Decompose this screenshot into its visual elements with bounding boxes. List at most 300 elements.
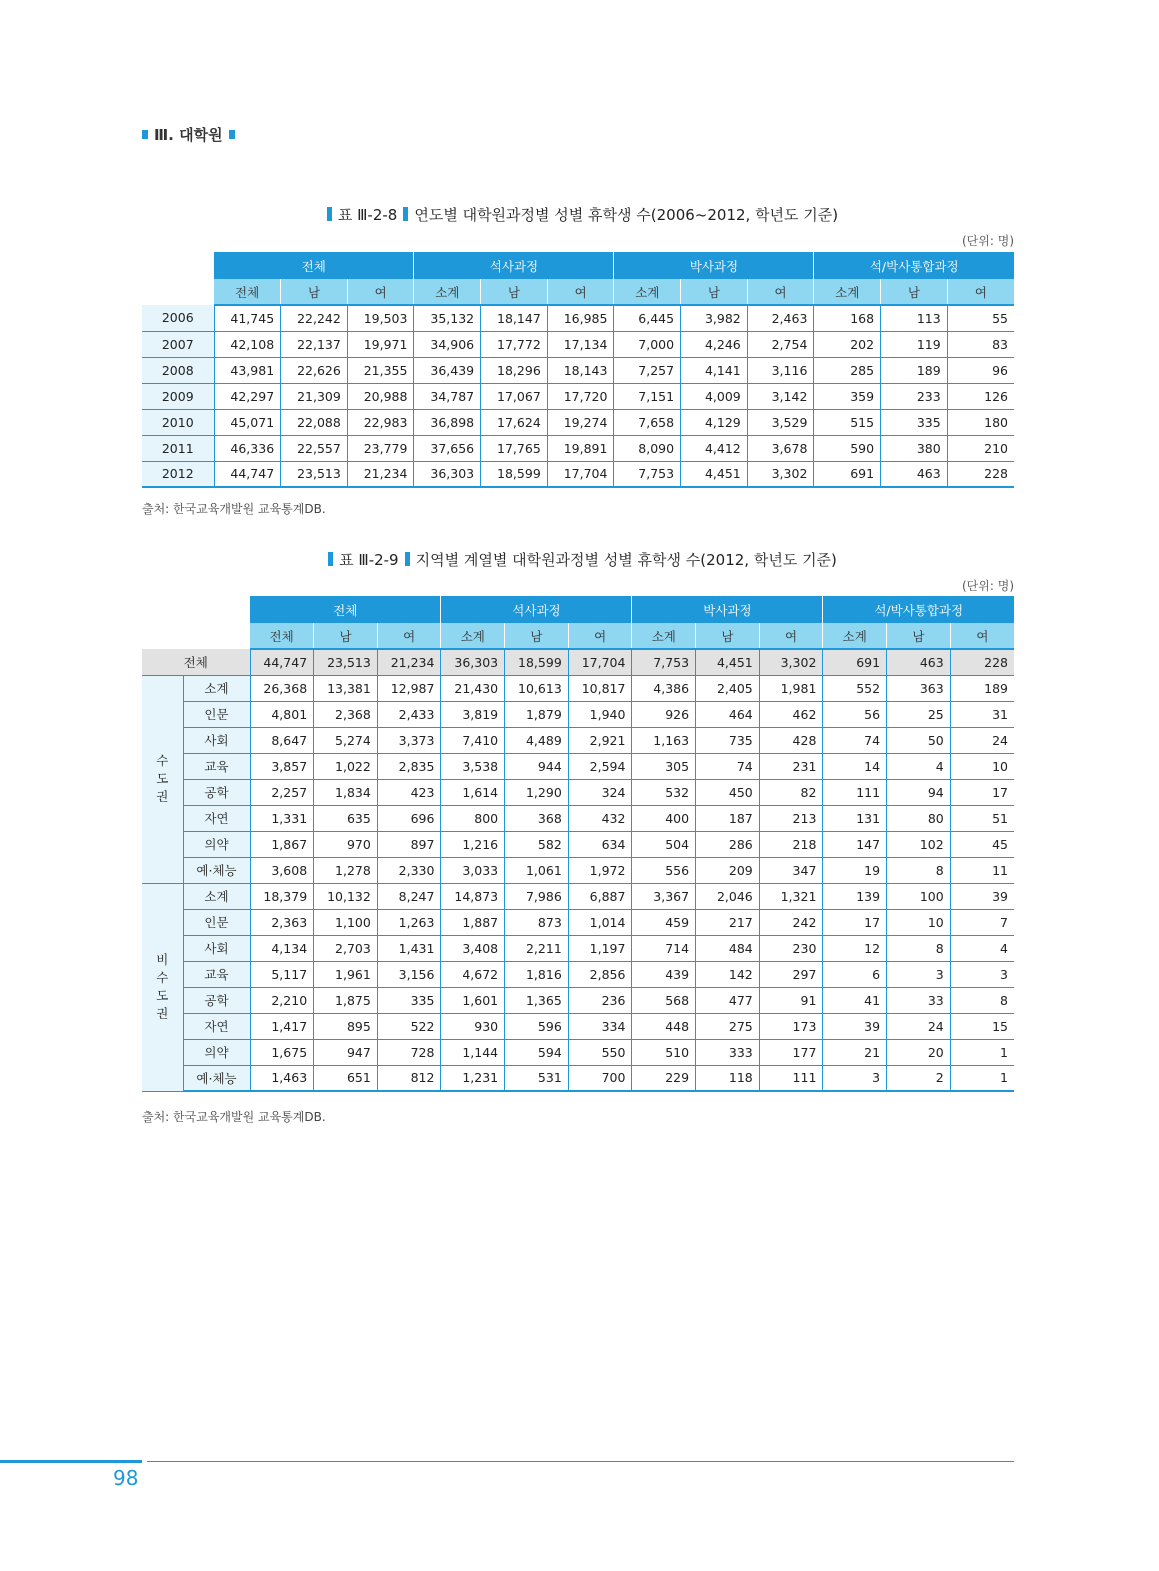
row-label-field: 인문 xyxy=(183,909,250,935)
column-header: 소계 xyxy=(414,279,481,305)
data-cell: 2,754 xyxy=(747,331,814,357)
data-cell: 24 xyxy=(887,1013,951,1039)
table-row xyxy=(142,779,1014,805)
data-cell: 2,405 xyxy=(696,675,760,701)
data-cell: 515 xyxy=(814,409,881,435)
data-cell: 1,144 xyxy=(441,1039,505,1065)
data-cell: 5,117 xyxy=(250,961,314,987)
data-cell: 1,463 xyxy=(250,1065,314,1091)
data-cell: 44,747 xyxy=(250,649,314,675)
column-header: 남 xyxy=(887,623,951,649)
data-cell: 1,961 xyxy=(314,961,378,987)
group-header: 석사과정 xyxy=(414,252,614,279)
data-cell: 202 xyxy=(814,331,881,357)
row-label-field: 소계 xyxy=(183,883,250,909)
data-cell: 142 xyxy=(696,961,760,987)
data-cell: 10,613 xyxy=(505,675,569,701)
data-cell: 50 xyxy=(887,727,951,753)
data-cell: 34,906 xyxy=(414,331,481,357)
data-cell: 46,336 xyxy=(214,435,281,461)
row-label-year: 2011 xyxy=(142,435,214,461)
data-cell: 464 xyxy=(696,701,760,727)
bullet-square-icon xyxy=(142,130,148,139)
data-cell: 2,210 xyxy=(250,987,314,1013)
data-cell: 217 xyxy=(696,909,760,935)
column-header: 남 xyxy=(696,623,760,649)
row-label-year: 2008 xyxy=(142,357,214,383)
row-label-field: 사회 xyxy=(183,727,250,753)
data-cell: 590 xyxy=(814,435,881,461)
data-cell: 39 xyxy=(950,883,1014,909)
data-cell: 368 xyxy=(505,805,569,831)
data-cell: 970 xyxy=(314,831,378,857)
data-cell: 74 xyxy=(823,727,887,753)
data-cell: 41 xyxy=(823,987,887,1013)
data-cell: 510 xyxy=(632,1039,696,1065)
header-row xyxy=(142,252,1014,279)
data-cell: 12 xyxy=(823,935,887,961)
row-label-field: 사회 xyxy=(183,935,250,961)
column-header: 남 xyxy=(881,279,948,305)
data-cell: 34,787 xyxy=(414,383,481,409)
data-cell: 21,355 xyxy=(347,357,414,383)
data-cell: 19,503 xyxy=(347,305,414,331)
data-cell: 4,386 xyxy=(632,675,696,701)
caption-bar-icon xyxy=(403,207,408,221)
data-cell: 7,753 xyxy=(632,649,696,675)
corner-cell xyxy=(142,252,214,305)
data-cell: 31 xyxy=(950,701,1014,727)
row-label-year: 2006 xyxy=(142,305,214,331)
data-cell: 4,129 xyxy=(681,409,748,435)
table-row xyxy=(142,1065,1014,1091)
column-header: 소계 xyxy=(823,623,887,649)
data-cell: 187 xyxy=(696,805,760,831)
column-header: 남 xyxy=(281,279,348,305)
data-cell: 3,538 xyxy=(441,753,505,779)
row-label-year: 2007 xyxy=(142,331,214,357)
data-cell: 635 xyxy=(314,805,378,831)
column-header: 여 xyxy=(947,279,1014,305)
data-cell: 22,983 xyxy=(347,409,414,435)
data-cell: 1,321 xyxy=(759,883,823,909)
table-row xyxy=(142,727,1014,753)
data-cell: 4,412 xyxy=(681,435,748,461)
data-cell: 10,132 xyxy=(314,883,378,909)
data-cell: 83 xyxy=(947,331,1014,357)
data-cell: 1,867 xyxy=(250,831,314,857)
data-cell: 1,875 xyxy=(314,987,378,1013)
table-row xyxy=(142,461,1014,487)
data-cell: 305 xyxy=(632,753,696,779)
data-cell: 8,247 xyxy=(377,883,441,909)
data-cell: 2,368 xyxy=(314,701,378,727)
data-cell: 39 xyxy=(823,1013,887,1039)
data-cell: 3,302 xyxy=(747,461,814,487)
group-header: 석/박사통합과정 xyxy=(814,252,1014,279)
data-cell: 17,772 xyxy=(481,331,548,357)
data-cell: 1,290 xyxy=(505,779,569,805)
row-label-field: 의약 xyxy=(183,1039,250,1065)
data-cell: 1,940 xyxy=(568,701,632,727)
data-cell: 7,000 xyxy=(614,331,681,357)
data-cell: 556 xyxy=(632,857,696,883)
table-row xyxy=(142,701,1014,727)
data-cell: 285 xyxy=(814,357,881,383)
data-cell: 1,601 xyxy=(441,987,505,1013)
data-cell: 1,061 xyxy=(505,857,569,883)
data-cell: 651 xyxy=(314,1065,378,1091)
data-cell: 100 xyxy=(887,883,951,909)
column-header: 여 xyxy=(747,279,814,305)
data-cell: 131 xyxy=(823,805,887,831)
data-cell: 20,988 xyxy=(347,383,414,409)
data-cell: 2,330 xyxy=(377,857,441,883)
table1-title: 연도별 대학원과정별 성별 휴학생 수(2006~2012, 학년도 기준) xyxy=(414,206,839,224)
data-cell: 3,529 xyxy=(747,409,814,435)
data-cell: 7,257 xyxy=(614,357,681,383)
table-row xyxy=(142,753,1014,779)
data-cell: 8,090 xyxy=(614,435,681,461)
data-cell: 23,779 xyxy=(347,435,414,461)
data-cell: 91 xyxy=(759,987,823,1013)
data-cell: 24 xyxy=(950,727,1014,753)
data-cell: 35,132 xyxy=(414,305,481,331)
data-cell: 484 xyxy=(696,935,760,961)
data-cell: 3,373 xyxy=(377,727,441,753)
row-label-field: 소계 xyxy=(183,675,250,701)
data-cell: 2,835 xyxy=(377,753,441,779)
data-cell: 36,898 xyxy=(414,409,481,435)
data-cell: 363 xyxy=(887,675,951,701)
caption-bar-icon xyxy=(328,552,333,566)
data-cell: 22,137 xyxy=(281,331,348,357)
data-cell: 3,142 xyxy=(747,383,814,409)
data-cell: 22,242 xyxy=(281,305,348,331)
data-cell: 1,231 xyxy=(441,1065,505,1091)
table1-unit: (단위: 명) xyxy=(962,234,1014,248)
data-cell: 7,658 xyxy=(614,409,681,435)
footer-rule xyxy=(0,1460,142,1463)
data-cell: 4,801 xyxy=(250,701,314,727)
data-cell: 17,624 xyxy=(481,409,548,435)
data-cell: 229 xyxy=(632,1065,696,1091)
table-row xyxy=(142,987,1014,1013)
data-cell: 18,599 xyxy=(481,461,548,487)
data-cell: 111 xyxy=(759,1065,823,1091)
data-cell: 812 xyxy=(377,1065,441,1091)
data-cell: 13,381 xyxy=(314,675,378,701)
row-label-field: 공학 xyxy=(183,987,250,1013)
table-row xyxy=(142,383,1014,409)
data-cell: 21,234 xyxy=(377,649,441,675)
row-label-field: 자연 xyxy=(183,1013,250,1039)
data-cell: 3,408 xyxy=(441,935,505,961)
row-label-field: 인문 xyxy=(183,701,250,727)
group-header: 전체 xyxy=(250,596,441,623)
table-row xyxy=(142,1013,1014,1039)
data-cell: 23,513 xyxy=(281,461,348,487)
data-cell: 82 xyxy=(759,779,823,805)
data-cell: 17,067 xyxy=(481,383,548,409)
data-cell: 3,678 xyxy=(747,435,814,461)
row-label-field: 의약 xyxy=(183,831,250,857)
data-cell: 4,141 xyxy=(681,357,748,383)
row-label-year: 2010 xyxy=(142,409,214,435)
column-header: 여 xyxy=(568,623,632,649)
data-cell: 15 xyxy=(950,1013,1014,1039)
data-cell: 80 xyxy=(887,805,951,831)
page-number: 98 xyxy=(113,1466,139,1490)
data-cell: 2,363 xyxy=(250,909,314,935)
row-label-field: 교육 xyxy=(183,753,250,779)
data-cell: 10 xyxy=(887,909,951,935)
data-cell: 7,986 xyxy=(505,883,569,909)
subheader-row xyxy=(142,279,1014,305)
data-cell: 568 xyxy=(632,987,696,1013)
data-cell: 324 xyxy=(568,779,632,805)
data-cell: 462 xyxy=(759,701,823,727)
data-cell: 897 xyxy=(377,831,441,857)
data-cell: 1,100 xyxy=(314,909,378,935)
data-cell: 236 xyxy=(568,987,632,1013)
data-cell: 691 xyxy=(814,461,881,487)
data-cell: 118 xyxy=(696,1065,760,1091)
data-cell: 18,296 xyxy=(481,357,548,383)
data-cell: 800 xyxy=(441,805,505,831)
table2-caption xyxy=(0,549,1159,570)
region-label: 수 도 권 xyxy=(142,675,183,883)
data-cell: 45,071 xyxy=(214,409,281,435)
data-cell: 3,857 xyxy=(250,753,314,779)
data-cell: 550 xyxy=(568,1039,632,1065)
column-header: 남 xyxy=(481,279,548,305)
data-cell: 21,430 xyxy=(441,675,505,701)
data-cell: 1,675 xyxy=(250,1039,314,1065)
corner-cell xyxy=(142,596,250,649)
table-row xyxy=(142,1039,1014,1065)
data-cell: 1,278 xyxy=(314,857,378,883)
data-cell: 2,211 xyxy=(505,935,569,961)
data-cell: 17,720 xyxy=(547,383,614,409)
data-cell: 51 xyxy=(950,805,1014,831)
section-title: Ⅲ. 대학원 xyxy=(154,126,223,144)
data-cell: 18,379 xyxy=(250,883,314,909)
data-cell: 55 xyxy=(947,305,1014,331)
data-cell: 22,088 xyxy=(281,409,348,435)
data-cell: 3 xyxy=(950,961,1014,987)
data-cell: 1,197 xyxy=(568,935,632,961)
caption-bar-icon xyxy=(327,207,332,221)
data-cell: 19,891 xyxy=(547,435,614,461)
data-cell: 423 xyxy=(377,779,441,805)
data-cell: 231 xyxy=(759,753,823,779)
data-cell: 1,431 xyxy=(377,935,441,961)
data-cell: 23,513 xyxy=(314,649,378,675)
column-header: 여 xyxy=(377,623,441,649)
table-row xyxy=(142,961,1014,987)
column-header: 소계 xyxy=(614,279,681,305)
table2-title: 지역별 계열별 대학원과정별 성별 휴학생 수(2012, 학년도 기준) xyxy=(415,551,837,569)
data-cell: 177 xyxy=(759,1039,823,1065)
data-cell: 6,887 xyxy=(568,883,632,909)
total-row xyxy=(142,649,1014,675)
data-cell: 26,368 xyxy=(250,675,314,701)
data-cell: 168 xyxy=(814,305,881,331)
column-header: 전체 xyxy=(214,279,281,305)
data-cell: 2,856 xyxy=(568,961,632,987)
table-row xyxy=(142,909,1014,935)
data-cell: 96 xyxy=(947,357,1014,383)
data-cell: 22,626 xyxy=(281,357,348,383)
table2-unit: (단위: 명) xyxy=(962,579,1014,593)
column-header: 소계 xyxy=(632,623,696,649)
data-cell: 6,445 xyxy=(614,305,681,331)
data-cell: 7,151 xyxy=(614,383,681,409)
data-cell: 42,108 xyxy=(214,331,281,357)
column-header: 여 xyxy=(759,623,823,649)
data-cell: 6 xyxy=(823,961,887,987)
data-cell: 700 xyxy=(568,1065,632,1091)
data-cell: 173 xyxy=(759,1013,823,1039)
section-header xyxy=(142,124,235,145)
data-cell: 8,647 xyxy=(250,727,314,753)
table-row xyxy=(142,357,1014,383)
data-cell: 25 xyxy=(887,701,951,727)
data-cell: 873 xyxy=(505,909,569,935)
row-label-field: 공학 xyxy=(183,779,250,805)
column-header: 소계 xyxy=(441,623,505,649)
group-header: 박사과정 xyxy=(614,252,814,279)
data-cell: 714 xyxy=(632,935,696,961)
data-cell: 1,972 xyxy=(568,857,632,883)
data-cell: 4,451 xyxy=(681,461,748,487)
data-cell: 359 xyxy=(814,383,881,409)
data-cell: 335 xyxy=(881,409,948,435)
data-cell: 17 xyxy=(823,909,887,935)
data-cell: 477 xyxy=(696,987,760,1013)
data-cell: 432 xyxy=(568,805,632,831)
data-cell: 210 xyxy=(947,435,1014,461)
row-label-total: 전체 xyxy=(142,649,250,675)
row-label-year: 2009 xyxy=(142,383,214,409)
data-cell: 17,765 xyxy=(481,435,548,461)
table-row xyxy=(142,831,1014,857)
data-cell: 36,303 xyxy=(414,461,481,487)
data-cell: 41,745 xyxy=(214,305,281,331)
data-cell: 18,599 xyxy=(505,649,569,675)
row-label-field: 예·체능 xyxy=(183,857,250,883)
data-cell: 4,134 xyxy=(250,935,314,961)
data-cell: 1,014 xyxy=(568,909,632,935)
data-cell: 147 xyxy=(823,831,887,857)
data-cell: 8 xyxy=(887,857,951,883)
data-cell: 448 xyxy=(632,1013,696,1039)
data-cell: 1,614 xyxy=(441,779,505,805)
data-cell: 189 xyxy=(881,357,948,383)
data-cell: 1,365 xyxy=(505,987,569,1013)
data-cell: 1,263 xyxy=(377,909,441,935)
caption-bar-icon xyxy=(405,552,410,566)
data-cell: 286 xyxy=(696,831,760,857)
data-cell: 335 xyxy=(377,987,441,1013)
row-label-field: 자연 xyxy=(183,805,250,831)
table1-label: 표 Ⅲ-2-8 xyxy=(337,206,398,224)
subheader-row xyxy=(142,623,1014,649)
footer-rule xyxy=(147,1461,1014,1462)
table1 xyxy=(142,252,1014,488)
data-cell: 1,834 xyxy=(314,779,378,805)
data-cell: 1,331 xyxy=(250,805,314,831)
data-cell: 531 xyxy=(505,1065,569,1091)
group-header: 박사과정 xyxy=(632,596,823,623)
data-cell: 3,819 xyxy=(441,701,505,727)
data-cell: 21,234 xyxy=(347,461,414,487)
table-row xyxy=(142,857,1014,883)
data-cell: 126 xyxy=(947,383,1014,409)
data-cell: 930 xyxy=(441,1013,505,1039)
data-cell: 18,147 xyxy=(481,305,548,331)
data-cell: 1,216 xyxy=(441,831,505,857)
data-cell: 2,594 xyxy=(568,753,632,779)
data-cell: 1,163 xyxy=(632,727,696,753)
data-cell: 3,156 xyxy=(377,961,441,987)
data-cell: 18,143 xyxy=(547,357,614,383)
data-cell: 450 xyxy=(696,779,760,805)
data-cell: 228 xyxy=(950,649,1014,675)
data-cell: 594 xyxy=(505,1039,569,1065)
data-cell: 17,704 xyxy=(568,649,632,675)
data-cell: 213 xyxy=(759,805,823,831)
data-cell: 74 xyxy=(696,753,760,779)
data-cell: 10 xyxy=(950,753,1014,779)
data-cell: 691 xyxy=(823,649,887,675)
data-cell: 102 xyxy=(887,831,951,857)
data-cell: 5,274 xyxy=(314,727,378,753)
data-cell: 2,257 xyxy=(250,779,314,805)
group-header: 석사과정 xyxy=(441,596,632,623)
data-cell: 21,309 xyxy=(281,383,348,409)
column-header: 남 xyxy=(681,279,748,305)
group-header: 석/박사통합과정 xyxy=(823,596,1014,623)
data-cell: 333 xyxy=(696,1039,760,1065)
data-cell: 1,879 xyxy=(505,701,569,727)
data-cell: 3 xyxy=(823,1065,887,1091)
data-cell: 44,747 xyxy=(214,461,281,487)
header-row xyxy=(142,596,1014,623)
data-cell: 1 xyxy=(950,1039,1014,1065)
data-cell: 228 xyxy=(947,461,1014,487)
data-cell: 21 xyxy=(823,1039,887,1065)
bullet-square-icon xyxy=(229,130,235,139)
data-cell: 3,033 xyxy=(441,857,505,883)
data-cell: 113 xyxy=(881,305,948,331)
data-cell: 2,433 xyxy=(377,701,441,727)
data-cell: 532 xyxy=(632,779,696,805)
data-cell: 634 xyxy=(568,831,632,857)
table-row xyxy=(142,935,1014,961)
data-cell: 2,921 xyxy=(568,727,632,753)
row-label-year: 2012 xyxy=(142,461,214,487)
data-cell: 347 xyxy=(759,857,823,883)
data-cell: 4,451 xyxy=(696,649,760,675)
data-cell: 14 xyxy=(823,753,887,779)
data-cell: 8 xyxy=(887,935,951,961)
data-cell: 7,753 xyxy=(614,461,681,487)
table1-caption xyxy=(0,204,1159,225)
data-cell: 275 xyxy=(696,1013,760,1039)
data-cell: 43,981 xyxy=(214,357,281,383)
